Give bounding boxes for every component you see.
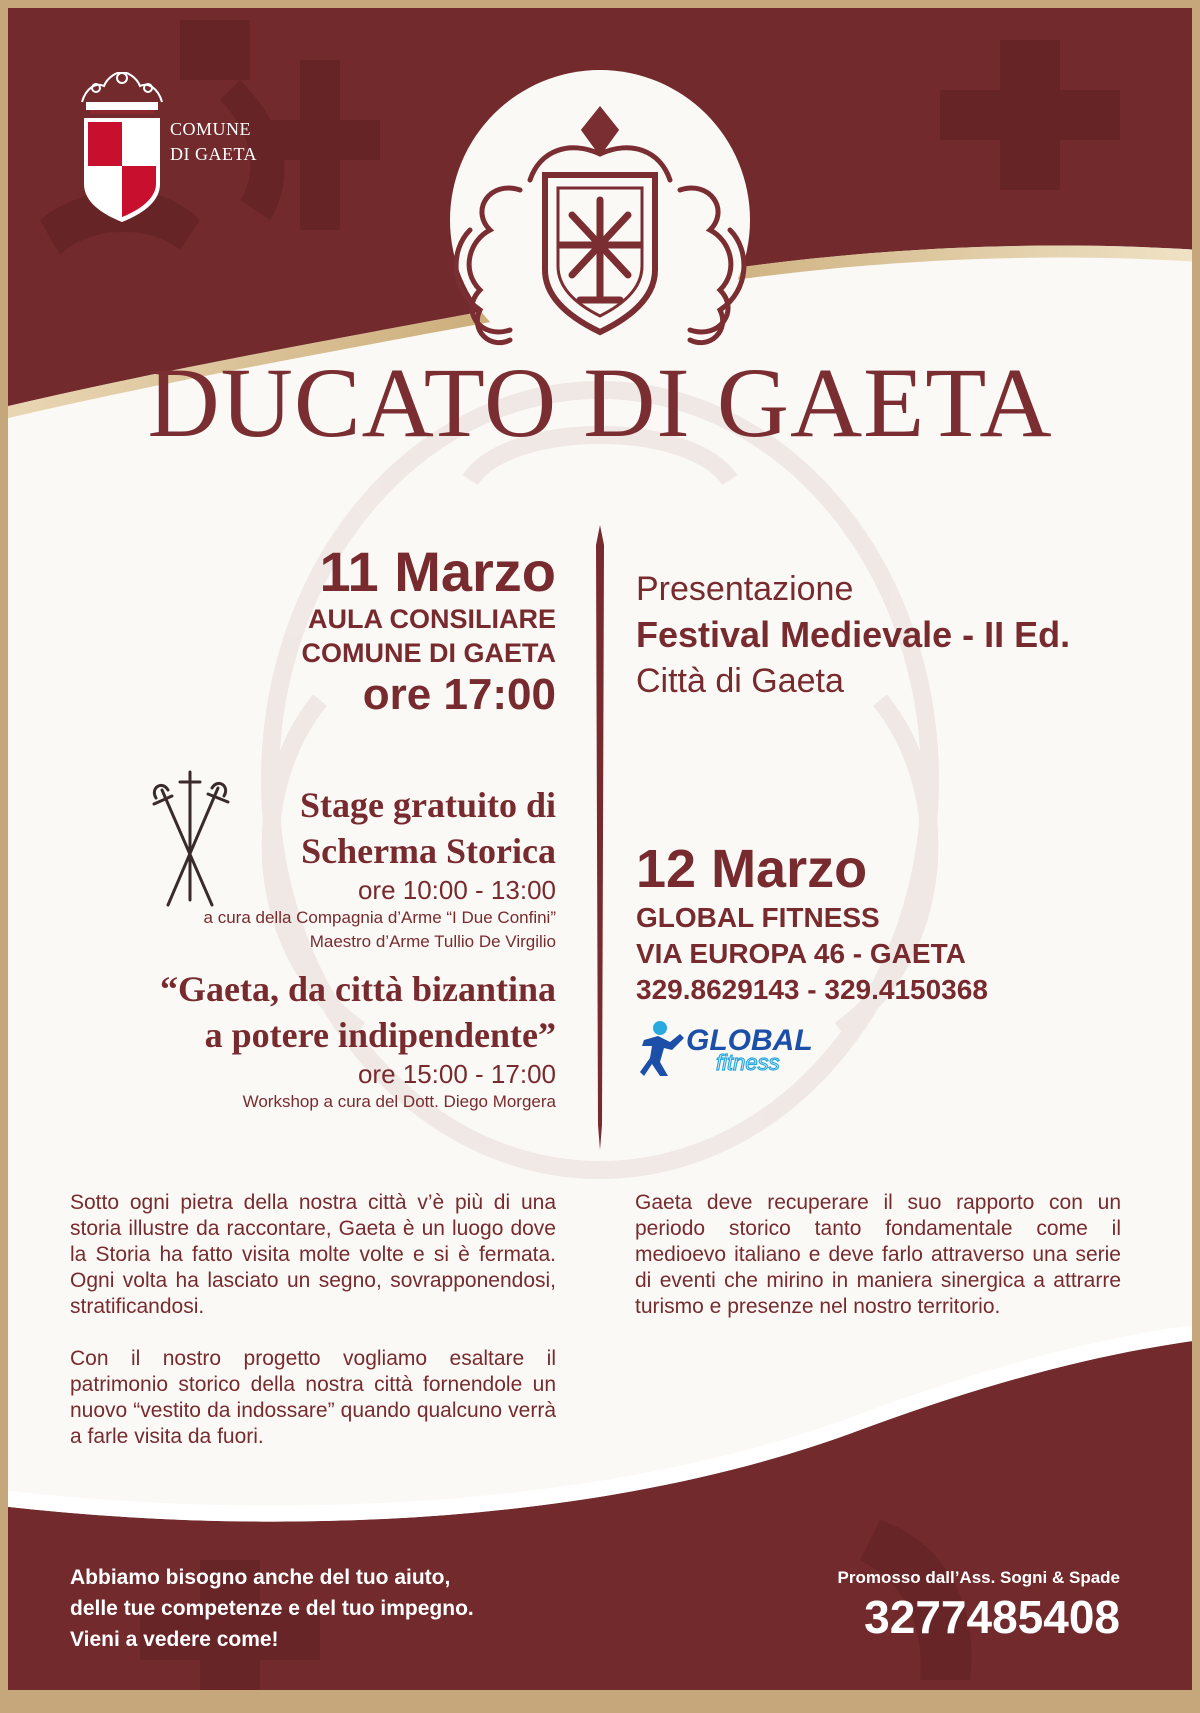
- workshop-block: [60, 966, 556, 1114]
- march-12-phones: 329.8629143 - 329.4150368: [636, 974, 988, 1005]
- march-11-venue-line2: COMUNE DI GAETA: [301, 638, 556, 668]
- march-11-venue-line1: AULA CONSILIARE: [308, 604, 556, 634]
- stage-credit-line1: a cura della Compagnia d’Arme “I Due Confini”: [203, 908, 556, 927]
- left-paragraph-1: Sotto ogni pietra della nostra città v’è più di una storia illustre da raccontare, Gaeta è un luogo dove la Storia ha fatto visita molte volte e si è fermata. Ogni volta ha lasciato un segno, sovrapponendosi, stratificandosi.: [70, 1191, 556, 1318]
- march-12-place: GLOBAL FITNESS: [636, 902, 880, 933]
- workshop-title-line1: “Gaeta, da città bizantina: [160, 969, 556, 1009]
- presentation-line3: Città di Gaeta: [636, 662, 844, 700]
- right-paragraph: [635, 1190, 1121, 1346]
- municipality-shield-icon: [74, 72, 170, 222]
- march-11-date: 11 Marzo: [319, 540, 556, 603]
- help-message: [70, 1562, 630, 1655]
- march-11-block: [60, 542, 556, 720]
- march-11-time: ore 17:00: [362, 670, 556, 719]
- promoter-block: [780, 1567, 1120, 1645]
- workshop-title-line2: a potere indipendente”: [204, 1015, 556, 1055]
- right-paragraph-text: Gaeta deve recuperare il suo rapporto con un periodo storico tanto fondamentale come il medioevo italiano e deve farlo attraverso una serie di eventi che mirino in maniera sinergica a attrarre turismo e presenze nel nostro territorio.: [635, 1191, 1121, 1318]
- march-12-block: [636, 838, 1136, 1008]
- left-paragraphs: [70, 1190, 556, 1476]
- stage-hours: ore 10:00 - 13:00: [357, 875, 556, 905]
- presentation-line2: Festival Medievale - II Ed.: [636, 614, 1071, 655]
- global-fitness-logo: [640, 1018, 830, 1078]
- help-line1: Abbiamo bisogno anche del tuo aiuto,: [70, 1566, 451, 1589]
- march-12-date: 12 Marzo: [636, 839, 868, 899]
- municipality-line1: COMUNE: [170, 119, 252, 139]
- workshop-credit: Workshop a cura del Dott. Diego Morgera: [242, 1092, 556, 1111]
- stage-title-line1: Stage gratuito di: [300, 785, 556, 825]
- page-title: DUCATO DI GAETA: [147, 347, 1053, 458]
- stage-block: [60, 782, 556, 954]
- help-line3: Vieni a vedere come!: [70, 1628, 279, 1651]
- global-fitness-word2: fitness: [716, 1050, 780, 1075]
- municipality-name: [170, 117, 257, 167]
- municipality-line2: DI GAETA: [170, 144, 258, 164]
- ducato-emblem: [410, 70, 790, 370]
- left-paragraph-2: Con il nostro progetto vogliamo esaltare il patrimonio storico della nostra città fornendole un nuovo “vestito da indossare” quando qualcuno verrà a farle visita da fuori.: [70, 1347, 556, 1448]
- presentation-line1: Presentazione: [636, 570, 854, 608]
- help-line2: delle tue competenze e del tuo impegno.: [70, 1597, 474, 1620]
- column-divider: [595, 525, 605, 1150]
- promoted-by: Promosso dall’Ass. Sogni & Spade: [837, 1568, 1120, 1587]
- march-12-address: VIA EUROPA 46 - GAETA: [636, 938, 966, 969]
- workshop-hours: ore 15:00 - 17:00: [357, 1059, 556, 1089]
- stage-credit-line2: Maestro d’Arme Tullio De Virgilio: [309, 932, 556, 951]
- stage-title-line2: Scherma Storica: [301, 831, 556, 871]
- contact-phone[interactable]: 3277485408: [864, 1591, 1120, 1643]
- presentation-block: [636, 566, 1136, 704]
- global-fitness-word1: GLOBAL: [686, 1024, 813, 1057]
